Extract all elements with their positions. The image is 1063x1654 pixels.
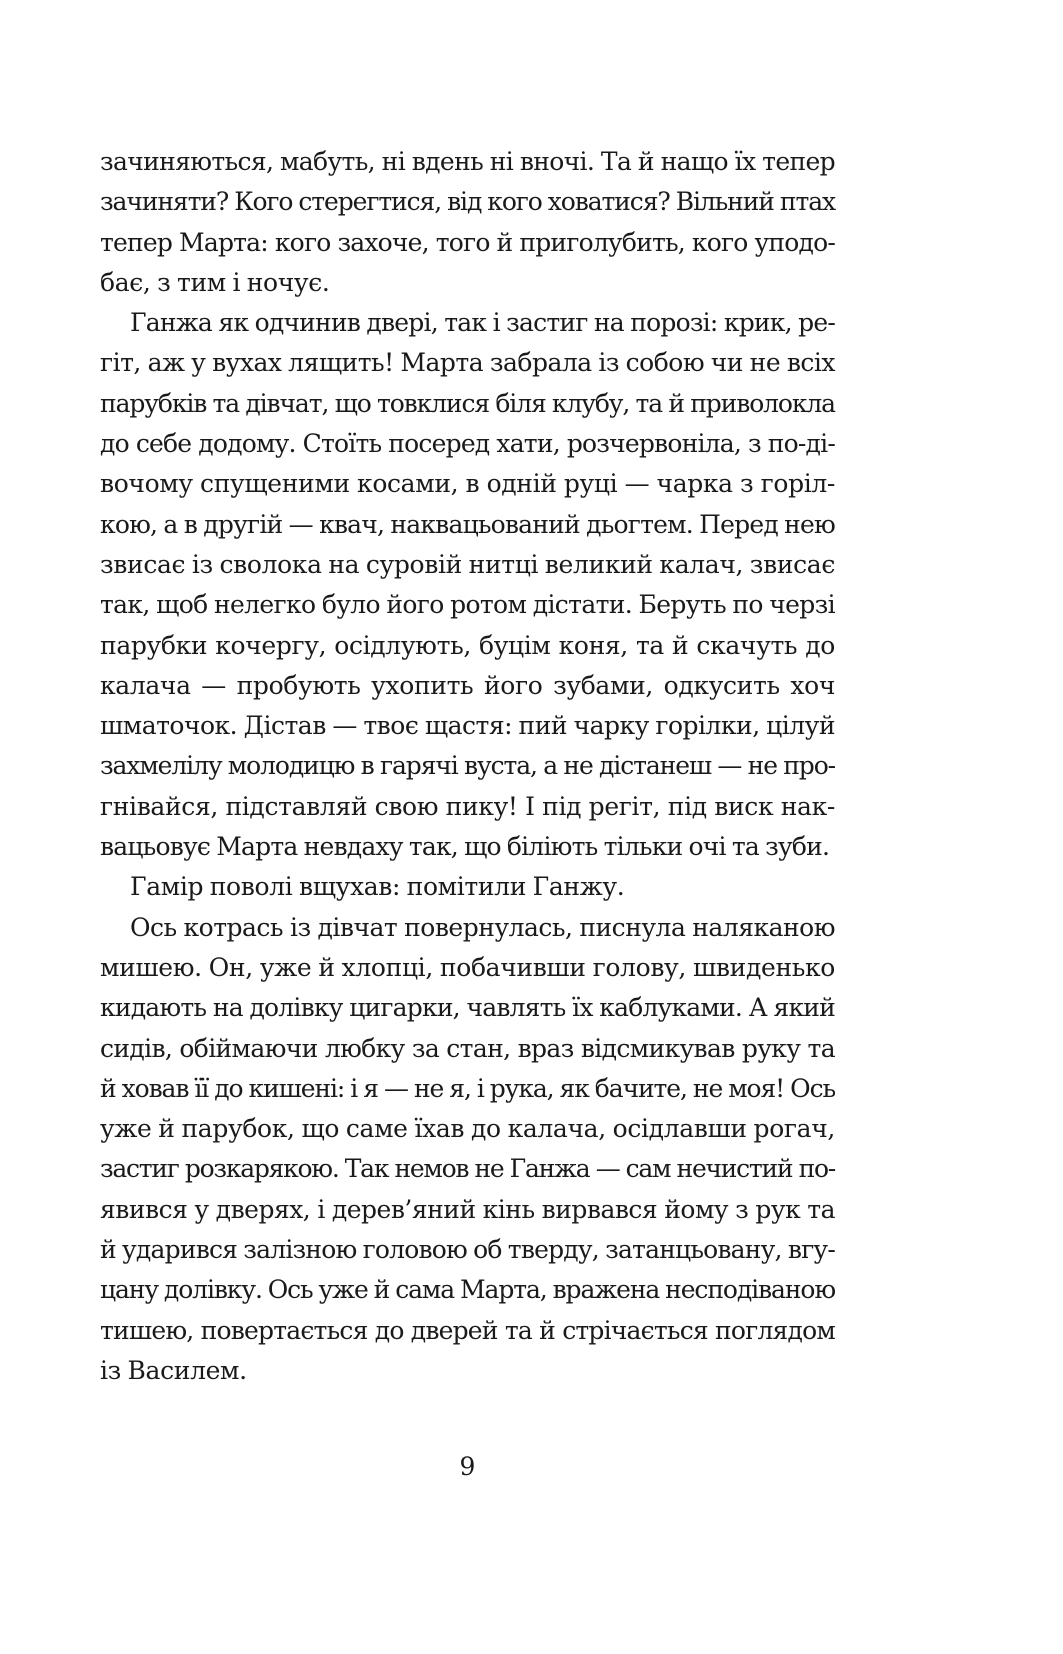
paragraph-4 — [100, 908, 835, 1392]
text-line: тепер Марта: кого захоче, того й приголубить, кого уподо- — [100, 227, 835, 257]
text-line: вочому спущеними косами, в одній руці — чарка з горіл- — [100, 469, 835, 499]
paragraph-1 — [100, 142, 835, 303]
text-line: бає, з тим і ночує. — [100, 267, 330, 297]
text-line: калача — пробують ухопить його зубами, одкусить хоч — [100, 670, 835, 700]
text-line: зачиняти? Кого стерегтися, від кого ховатися? Вільний птах — [100, 187, 835, 217]
text-line: Гамір поволі вщухав: помітили Ганжу. — [130, 872, 625, 902]
text-line: захмелілу молодицю в гарячі вуста, а не дістанеш — не про- — [100, 751, 835, 781]
text-line: гнівайся, підставляй свою пику! І під регіт, під виск нак- — [100, 791, 835, 821]
text-line: застиг розкарякою. Так немов не Ганжа — сам нечистий по- — [100, 1154, 835, 1184]
paragraph-2 — [100, 303, 835, 867]
text-line: тишею, повертається до дверей та й стрічається поглядом — [100, 1315, 835, 1345]
text-line: вацьовує Марта невдаху так, що біліють тільки очі та зуби. — [100, 832, 830, 862]
text-line: шматочок. Дістав — твоє щастя: пий чарку горілки, цілуй — [100, 711, 835, 741]
text-line: сидів, обіймаючи любку за стан, враз відсмикував руку та — [100, 1033, 835, 1063]
text-line: парубки кочергу, осідлують, буцім коня, та й скачуть до — [100, 630, 835, 660]
text-line: Ось котрась із дівчат повернулась, писнула наляканою — [130, 912, 835, 942]
text-line: кидають на долівку цигарки, чавлять їх каблуками. А який — [100, 993, 835, 1023]
text-line: й ховав її до кишені: і я — не я, і рука, як бачите, не моя! Ось — [100, 1073, 835, 1103]
text-line: кою, а в другій — квач, наквацьований дьогтем. Перед нею — [100, 509, 835, 539]
text-line: уже й парубок, що саме їхав до калача, осідлавши рогач, — [100, 1114, 835, 1144]
text-line: так, щоб нелегко було його ротом дістати. Беруть по черзі — [100, 590, 835, 620]
text-line: звисає із сволока на суровій нитці великий калач, звисає — [100, 549, 835, 579]
text-line: зачиняються, мабуть, ні вдень ні вночі. Та й нащо їх тепер — [100, 147, 835, 176]
text-line: парубків та дівчат, що товклися біля клубу, та й приволокла — [100, 388, 835, 418]
text-line: Ганжа як одчинив двері, так і застиг на порозі: крик, ре- — [130, 308, 835, 338]
page-number: 9 — [459, 1452, 476, 1481]
page-body — [100, 142, 835, 1391]
text-line: із Василем. — [100, 1355, 247, 1385]
text-line: й ударився залізною головою об тверду, затанцьовану, вгу- — [100, 1235, 835, 1265]
text-line: цану долівку. Ось уже й сама Марта, вражена несподіваною — [100, 1275, 835, 1305]
text-line: гіт, аж у вухах лящить! Марта забрала із собою чи не всіх — [100, 348, 835, 378]
text-line: до себе додому. Стоїть посеред хати, розчервоніла, з по-дi- — [100, 429, 835, 459]
paragraph-3 — [100, 867, 835, 907]
text-line: явився у дверях, і дерев’яний кінь вирвався йому з рук та — [100, 1194, 835, 1224]
text-line: мишею. Он, уже й хлопці, побачивши голову, швиденько — [100, 952, 835, 982]
